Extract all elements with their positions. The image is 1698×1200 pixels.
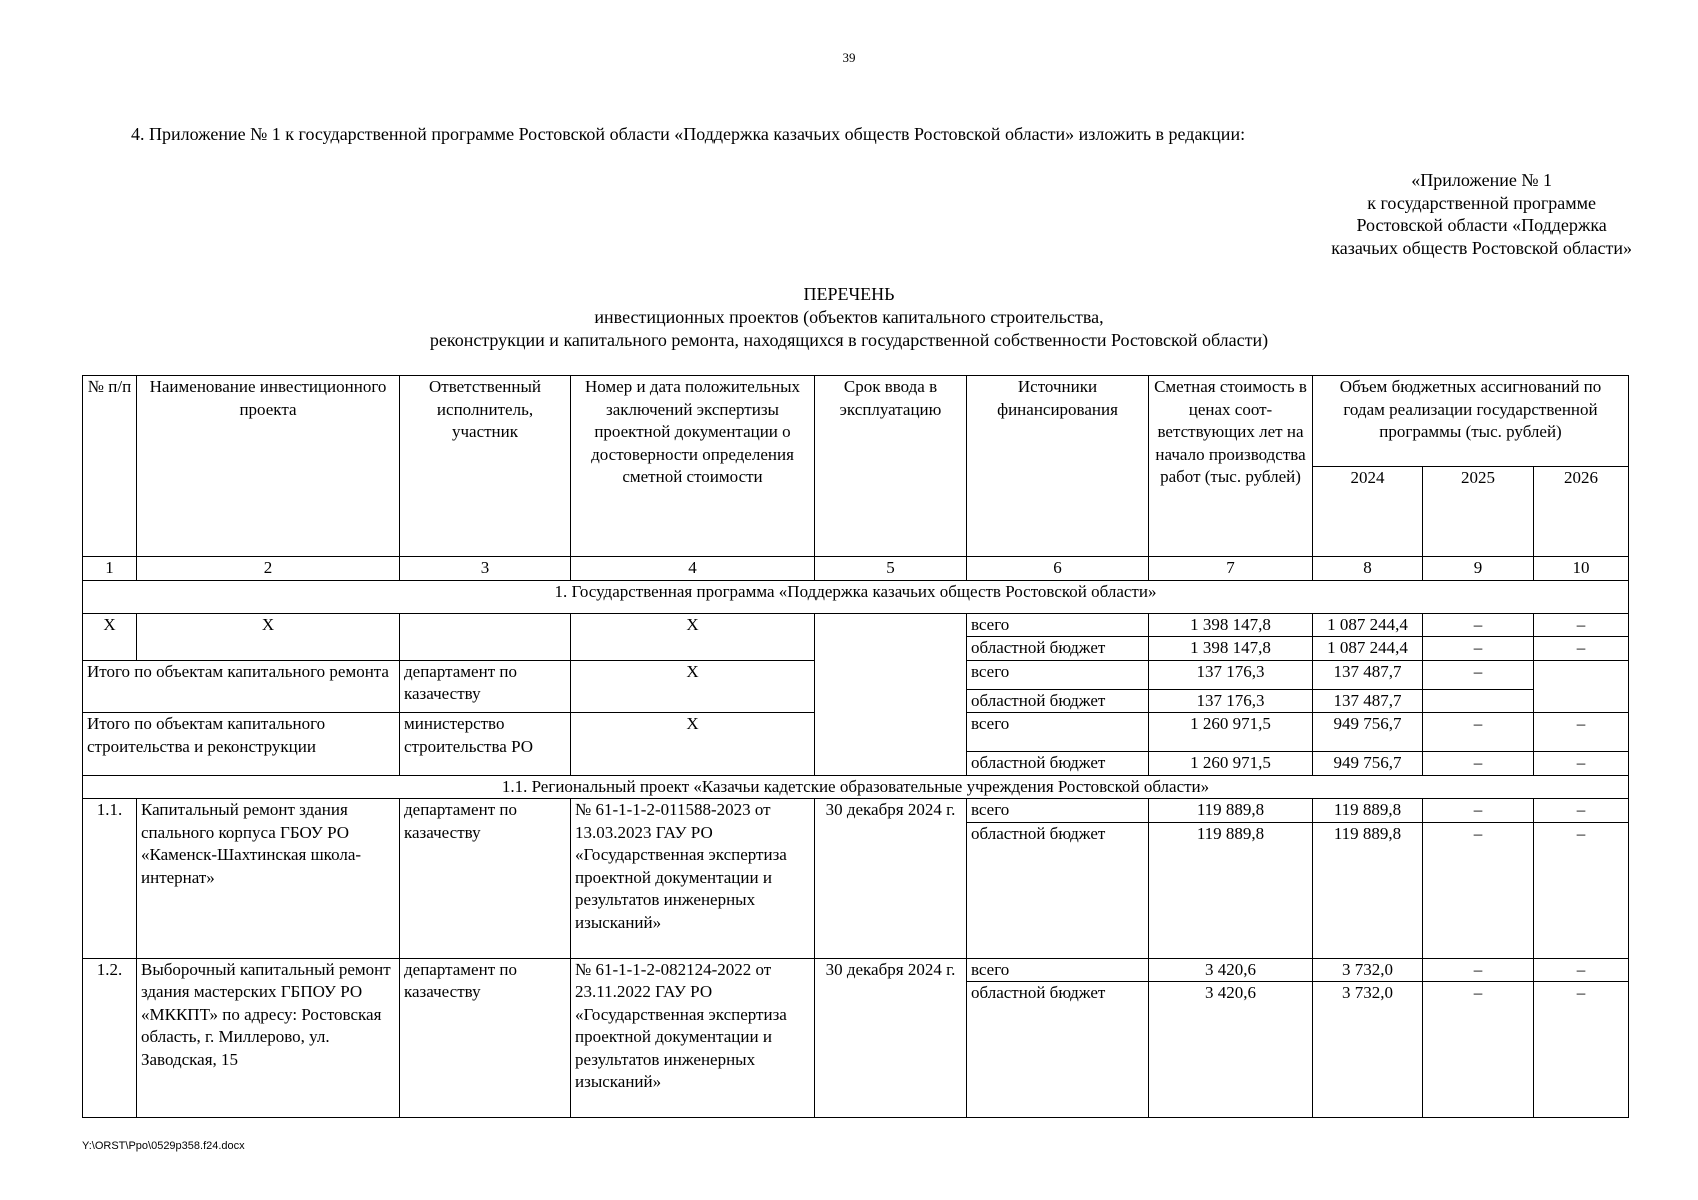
- project-name: Капитальный ремонт здания спального корпуса ГБОУ РО «Каменск-Шахтинская школа-интернат»: [137, 799, 400, 959]
- cell: Х: [571, 613, 815, 660]
- appendix-line: Ростовской области «Поддержка: [1356, 215, 1607, 235]
- header-cell-year: 2025: [1423, 467, 1534, 557]
- value-cell: 137 487,7: [1313, 660, 1423, 689]
- deadline-cell: 30 декабря 2024 г.: [815, 799, 967, 959]
- value-cell: –: [1534, 799, 1629, 823]
- project-name: Выборочный капитальный ремонт здания мастерских ГБПОУ РО «МККПТ» по адресу: Ростовская область, г. Миллерово, ул. Заводская, 15: [137, 958, 400, 1118]
- header-cell-number: № п/п: [83, 376, 137, 557]
- value-cell: –: [1423, 637, 1534, 661]
- value-cell: –: [1423, 752, 1534, 776]
- value-cell: 137 176,3: [1149, 660, 1313, 689]
- value-cell: –: [1534, 982, 1629, 1118]
- column-number: 5: [815, 557, 967, 581]
- title-line: ПЕРЕЧЕНЬ: [803, 284, 895, 304]
- value-cell: –: [1534, 613, 1629, 637]
- value-cell: [1534, 660, 1629, 713]
- page-number: 39: [842, 50, 856, 65]
- deadline-cell: 30 декабря 2024 г.: [815, 958, 967, 1118]
- source-cell: всего: [967, 660, 1149, 689]
- source-cell: областной бюджет: [967, 822, 1149, 958]
- executor-cell: департамент по казачеству: [400, 958, 571, 1118]
- value-cell: 119 889,8: [1313, 799, 1423, 823]
- appendix-line: к государственной программе: [1367, 192, 1597, 213]
- column-number: 6: [967, 557, 1149, 581]
- table-row: [83, 613, 1629, 637]
- value-cell: –: [1534, 637, 1629, 661]
- value-cell: –: [1423, 660, 1534, 689]
- source-cell: всего: [967, 713, 1149, 752]
- value-cell: 1 398 147,8: [1149, 613, 1313, 637]
- intro-paragraph: 4. Приложение № 1 к государственной программе Ростовской области «Поддержка казачьих обществ Ростовской области» изложить в редакции:: [131, 124, 1246, 144]
- value-cell: 3 420,6: [1149, 982, 1313, 1118]
- column-number: 1: [83, 557, 137, 581]
- header-cell-budget-group: Объем бюджетных ассигнований по годам реализации государственной программы (тыс. рублей): [1313, 376, 1629, 467]
- value-cell: –: [1534, 958, 1629, 982]
- section-title: 1. Государственная программа «Поддержка казачьих обществ Ростовской области»: [83, 580, 1629, 613]
- column-number: 4: [571, 557, 815, 581]
- header-cell-year: 2026: [1534, 467, 1629, 557]
- header-cell-year: 2024: [1313, 467, 1423, 557]
- value-cell: 3 732,0: [1313, 982, 1423, 1118]
- expertise-cell: № 61-1-1-2-082124-2022 от 23.11.2022 ГАУ РО «Государственная экспертиза проектной документации и результатов инженерных изысканий»: [571, 958, 815, 1118]
- title-line: реконструкции и капитального ремонта, находящихся в государственной собственности Ростовской области): [429, 330, 1269, 350]
- source-cell: областной бюджет: [967, 637, 1149, 661]
- source-cell: всего: [967, 799, 1149, 823]
- value-cell: –: [1423, 799, 1534, 823]
- value-cell: –: [1423, 982, 1534, 1118]
- value-cell: –: [1534, 822, 1629, 958]
- value-cell: [1423, 689, 1534, 713]
- column-number: 9: [1423, 557, 1534, 581]
- header-cell-deadline: Срок ввода в эксплуатацию: [815, 376, 967, 557]
- table-row: [83, 958, 1629, 982]
- value-cell: 3 732,0: [1313, 958, 1423, 982]
- value-cell: 1 260 971,5: [1149, 752, 1313, 776]
- cell: [400, 613, 571, 660]
- projects-table: [82, 375, 1629, 1118]
- appendix-line: казачьих обществ Ростовской области»: [1331, 237, 1632, 258]
- column-number: 10: [1534, 557, 1629, 581]
- source-cell: областной бюджет: [967, 689, 1149, 713]
- cell: Х: [137, 613, 400, 660]
- value-cell: 119 889,8: [1313, 822, 1423, 958]
- column-number: 8: [1313, 557, 1423, 581]
- value-cell: 1 087 244,4: [1313, 637, 1423, 661]
- header-cell-name: Наименование инвестиционного проекта: [137, 376, 400, 557]
- value-cell: 1 260 971,5: [1149, 713, 1313, 752]
- source-cell: областной бюджет: [967, 982, 1149, 1118]
- value-cell: –: [1534, 713, 1629, 752]
- column-number: 2: [137, 557, 400, 581]
- cell: Х: [83, 613, 137, 660]
- expertise-cell: № 61-1-1-2-011588-2023 от 13.03.2023 ГАУ РО «Государственная экспертиза проектной документации и результатов инженерных изысканий»: [571, 799, 815, 959]
- row-number: 1.1.: [83, 799, 137, 959]
- table-row: [83, 799, 1629, 823]
- total-name-cell: Итого по объектам капитального строительства и реконструкции: [83, 713, 400, 776]
- section-row: [83, 580, 1629, 613]
- value-cell: –: [1534, 752, 1629, 776]
- cell: [815, 613, 967, 775]
- value-cell: –: [1423, 713, 1534, 752]
- document-title: [0, 283, 1698, 352]
- value-cell: –: [1423, 822, 1534, 958]
- value-cell: 119 889,8: [1149, 822, 1313, 958]
- value-cell: –: [1423, 958, 1534, 982]
- executor-cell: департамент по казачеству: [400, 799, 571, 959]
- header-cell-expertise: Номер и дата положительных заключений экспертизы проектной документации о достоверности определения сметной стоимости: [571, 376, 815, 557]
- title-line: инвестиционных проектов (объектов капитального строительства,: [594, 307, 1104, 327]
- cell: Х: [571, 660, 815, 713]
- header-cell-executor: Ответственный исполнитель, участник: [400, 376, 571, 557]
- source-cell: всего: [967, 613, 1149, 637]
- value-cell: 1 087 244,4: [1313, 613, 1423, 637]
- source-cell: областной бюджет: [967, 752, 1149, 776]
- appendix-line: «Приложение № 1: [1411, 170, 1553, 190]
- total-name-cell: Итого по объектам капитального ремонта: [83, 660, 400, 713]
- column-number: 7: [1149, 557, 1313, 581]
- value-cell: 3 420,6: [1149, 958, 1313, 982]
- column-numbers-row: [83, 557, 1629, 581]
- value-cell: 949 756,7: [1313, 752, 1423, 776]
- section-row: [83, 775, 1629, 799]
- header-row: [83, 376, 1629, 467]
- column-number: 3: [400, 557, 571, 581]
- value-cell: 137 176,3: [1149, 689, 1313, 713]
- file-path-footer: Y:\ORST\Ppo\0529p358.f24.docx: [82, 1140, 245, 1152]
- executor-cell: департамент по казачеству: [400, 660, 571, 713]
- section-title: 1.1. Региональный проект «Казачьи кадетские образовательные учреждения Ростовской области»: [83, 775, 1629, 799]
- source-cell: всего: [967, 958, 1149, 982]
- value-cell: 949 756,7: [1313, 713, 1423, 752]
- value-cell: –: [1423, 613, 1534, 637]
- appendix-reference: [1331, 169, 1632, 259]
- header-cell-sources: Источники финансирования: [967, 376, 1149, 557]
- executor-cell: министерство строительства РО: [400, 713, 571, 776]
- row-number: 1.2.: [83, 958, 137, 1118]
- cell: Х: [571, 713, 815, 776]
- value-cell: 137 487,7: [1313, 689, 1423, 713]
- value-cell: 1 398 147,8: [1149, 637, 1313, 661]
- header-cell-estimated-cost: Сметная стоимость в ценах соот-ветствующих лет на начало производства работ (тыс. рублей): [1149, 376, 1313, 557]
- value-cell: 119 889,8: [1149, 799, 1313, 823]
